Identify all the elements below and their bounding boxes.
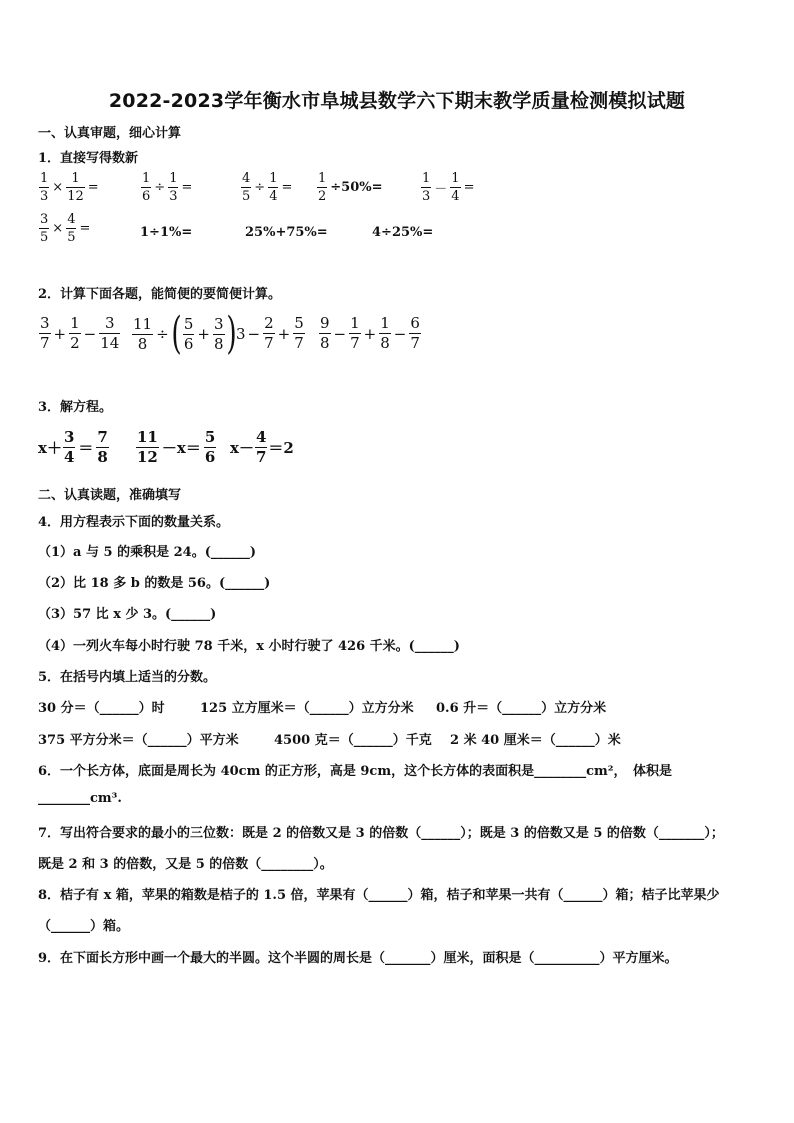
section-2-heading: 二、认真读题，准确填写 xyxy=(38,488,182,503)
q1-expr-3: $\frac{4}{5}$ ÷ $\frac{1}{4}$ = xyxy=(242,171,293,204)
q5-row1-item-3: 0.6 升＝（______）立方分米 xyxy=(436,701,607,716)
q1-expr-2: $\frac{1}{6}$ ÷ $\frac{1}{3}$ = xyxy=(142,171,193,204)
question-9: 9．在下面长方形中画一个最大的半圆。这个半圆的周长是（_______）厘米，面积是（__________）平方厘米。 xyxy=(38,951,678,966)
q5-row2-item-1: 375 平方分米＝（______）平方米 xyxy=(38,733,239,748)
q1-expr-9: 4÷25%= xyxy=(372,225,434,240)
q4-item-4: （4）一列火车每小时行驶 78 千米，x 小时行驶了 426 千米。(______) xyxy=(38,639,460,654)
q1-expr-8: 25%+75%= xyxy=(245,225,328,240)
q5-row2-item-3: 2 米 40 厘米＝（______）米 xyxy=(450,733,621,748)
q1-expr-1: $\frac{1}{3}$ × $\frac{1}{12}$ = xyxy=(40,171,99,204)
q4-item-2: （2）比 18 多 b 的数是 56。(______) xyxy=(38,576,271,591)
q2-expr-3: 3 − $\frac{2}{7}$ + $\frac{5}{7}$ xyxy=(236,314,304,352)
q5-row1-item-1: 30 分＝（______）时 xyxy=(38,701,165,716)
q1-expr-7: 1÷1%= xyxy=(140,225,193,240)
question-4-title: 4．用方程表示下面的数量关系。 xyxy=(38,515,230,530)
question-3-title: 3．解方程。 xyxy=(38,400,113,415)
q5-row1-item-2: 125 立方厘米＝（______）立方分米 xyxy=(200,701,414,716)
q1-expr-4: $\frac{1}{2}$ ÷50%= xyxy=(318,171,383,204)
question-7-line-1: 7．写出符合要求的最小的三位数：既是 2 的倍数又是 3 的倍数（______）；既是 3 的倍数又是 5 的倍数（_______）； xyxy=(38,826,724,841)
page-title: 2022-2023学年衡水市阜城县数学六下期末教学质量检测模拟试题 xyxy=(108,90,686,112)
q4-item-3: （3）57 比 x 少 3。(______) xyxy=(38,607,217,622)
question-6-line-2: ________cm³. xyxy=(38,791,122,806)
q4-item-1: （1）a 与 5 的乘积是 24。(______) xyxy=(38,545,257,560)
q2-expr-2: $\frac{11}{8}$ ÷ ( $\frac{5}{6}$ + $\frac{3}{8}$ ) xyxy=(133,308,237,359)
question-6-line-1: 6．一个长方体，底面是周长为 40cm 的正方形，高是 9cm，这个长方体的表面积是________cm²， 体积是 xyxy=(38,764,672,779)
question-5-title: 5．在括号内填上适当的分数。 xyxy=(38,670,217,685)
section-1-heading: 一、认真审题，细心计算 xyxy=(38,126,182,141)
question-8-line-2: （______）箱。 xyxy=(38,919,130,934)
question-1-title: 1．直接写得数新 xyxy=(38,151,139,166)
question-7-line-2: 既是 2 和 3 的倍数，又是 5 的倍数（________）。 xyxy=(38,857,333,872)
q1-expr-5: $\frac{1}{3}$ － $\frac{1}{4}$ = xyxy=(422,171,475,204)
q3-equation-1: x＋ $\frac{3}{4}$ ＝ $\frac{7}{8}$ xyxy=(38,428,108,466)
q3-equation-2: $\frac{11}{12}$ －x＝ $\frac{5}{6}$ xyxy=(137,428,216,466)
question-8-line-1: 8．桔子有 x 箱，苹果的箱数是桔子的 1.5 倍，苹果有（______）箱，桔子和苹果一共有（______）箱；桔子比苹果少 xyxy=(38,888,720,903)
q1-expr-6: $\frac{3}{5}$ × $\frac{4}{5}$ = xyxy=(40,212,91,245)
q2-expr-4: $\frac{9}{8}$ − $\frac{1}{7}$ + $\frac{1}{8}$ − $\frac{6}{7}$ xyxy=(320,314,420,352)
q5-row2-item-2: 4500 克＝（______）千克 xyxy=(274,733,432,748)
q3-equation-3: x－ $\frac{4}{7}$ ＝2 xyxy=(230,428,294,466)
question-2-title: 2．计算下面各题，能简便的要简便计算。 xyxy=(38,287,282,302)
q2-expr-1: $\frac{3}{7}$ + $\frac{1}{2}$ − $\frac{3}{14}$ xyxy=(40,314,120,352)
